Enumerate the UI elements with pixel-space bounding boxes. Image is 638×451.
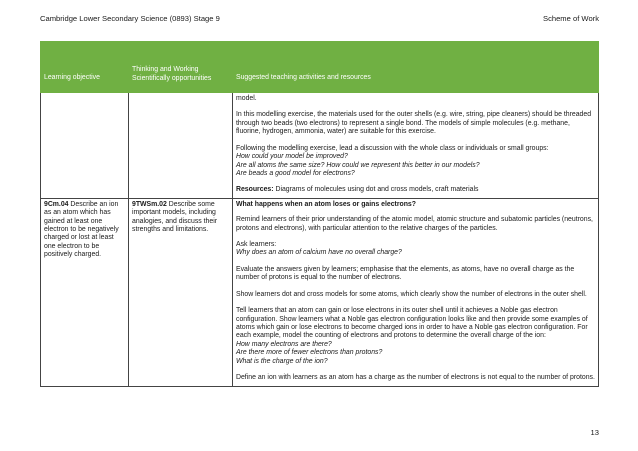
cell-objective-empty xyxy=(41,93,129,199)
scheme-of-work-table xyxy=(40,41,599,387)
cell-objective xyxy=(41,198,129,386)
question: How could your model be improved? xyxy=(236,153,348,161)
column-header-twsm: Thinking and Working Scientifically opportunities xyxy=(129,42,233,93)
question: How many electrons are there? xyxy=(236,340,332,348)
resources-label: Resources: xyxy=(236,186,274,194)
objective-text: Describe an ion as an atom which has gained at least one electron to be negatively charged or lost at least one electron to be positively charged. xyxy=(44,200,119,259)
paragraph: Remind learners of their prior understanding of the atomic model, atomic structure and subatomic particles (neutrons, protons and electrons), with particular attention to the relative charges of the particles. xyxy=(236,216,593,232)
resources-text: Diagrams of molecules using dot and cross models, craft materials xyxy=(273,186,479,194)
table-header-row xyxy=(41,42,599,93)
table-row xyxy=(41,93,599,199)
cell-twsm xyxy=(129,198,233,386)
paragraph: In this modelling exercise, the materials used for the outer shells (e.g. wire, string, pipe cleaners) should be threaded through two beads (two electrons) to represent a single bond. The models of simple molecules (e.g. methane, fluorine, hydrogen, ammonia, water) are suitable for this exercise. xyxy=(236,111,592,136)
paragraph-text: Tell learners that an atom can gain or lose electrons in its outer shell until it achieves a Noble gas electron configuration. Show learners what a Noble gas electron configuration looks like and then provide some examples of atoms which gain or lose electrons to become charged ions in order to have a Noble gas electron configuration. For each example, model the counting of electrons and protons to determine the overall charge of the ion: xyxy=(236,307,588,340)
column-header-learning-objective: Learning objective xyxy=(41,42,129,93)
paragraph: model. xyxy=(236,95,257,102)
resources-line xyxy=(236,186,595,194)
cell-activities xyxy=(233,198,599,386)
question: Are beads a good model for electrons? xyxy=(236,169,355,177)
question: What is the charge of the ion? xyxy=(236,357,328,365)
twsm-code: 9TWSm.02 xyxy=(132,200,167,208)
paragraph-text: Following the modelling exercise, lead a discussion with the whole class or individuals or small groups: xyxy=(236,144,549,152)
question: Are all atoms the same size? How could we represent this better in our models? xyxy=(236,161,480,169)
page-number: 13 xyxy=(590,428,599,437)
column-header-activities: Suggested teaching activities and resources xyxy=(233,42,599,93)
paragraph-with-questions xyxy=(236,145,595,179)
cell-twsm-empty xyxy=(129,93,233,199)
table-row xyxy=(41,198,599,386)
question: Why does an atom of calcium have no overall charge? xyxy=(236,249,402,257)
paragraph: Define an ion with learners as an atom has a charge as the number of electrons is not equal to the number of protons. xyxy=(236,374,595,382)
paragraph-with-questions xyxy=(236,241,595,258)
objective-code: 9Cm.04 xyxy=(44,200,69,208)
paragraph: Show learners dot and cross models for some atoms, which clearly show the number of electrons in the outer shell. xyxy=(236,290,587,298)
twsm-text: Describe some important models, including analogies, and discuss their strengths and limitations. xyxy=(132,200,218,234)
paragraph: Evaluate the answers given by learners; emphasise that the elements, as atoms, have no overall charge as the number of protons is equal to the number of electrons. xyxy=(236,265,575,282)
paragraph-with-questions xyxy=(236,307,595,366)
paragraph-text: Ask learners: xyxy=(236,241,277,249)
cell-activities xyxy=(233,93,599,199)
question: Are there more of fewer electrons than protons? xyxy=(236,349,383,357)
document-header-title: Cambridge Lower Secondary Science (0893) Stage 9 xyxy=(40,14,220,23)
document-header-label: Scheme of Work xyxy=(543,14,599,23)
activity-heading: What happens when an atom loses or gains electrons? xyxy=(236,200,416,208)
